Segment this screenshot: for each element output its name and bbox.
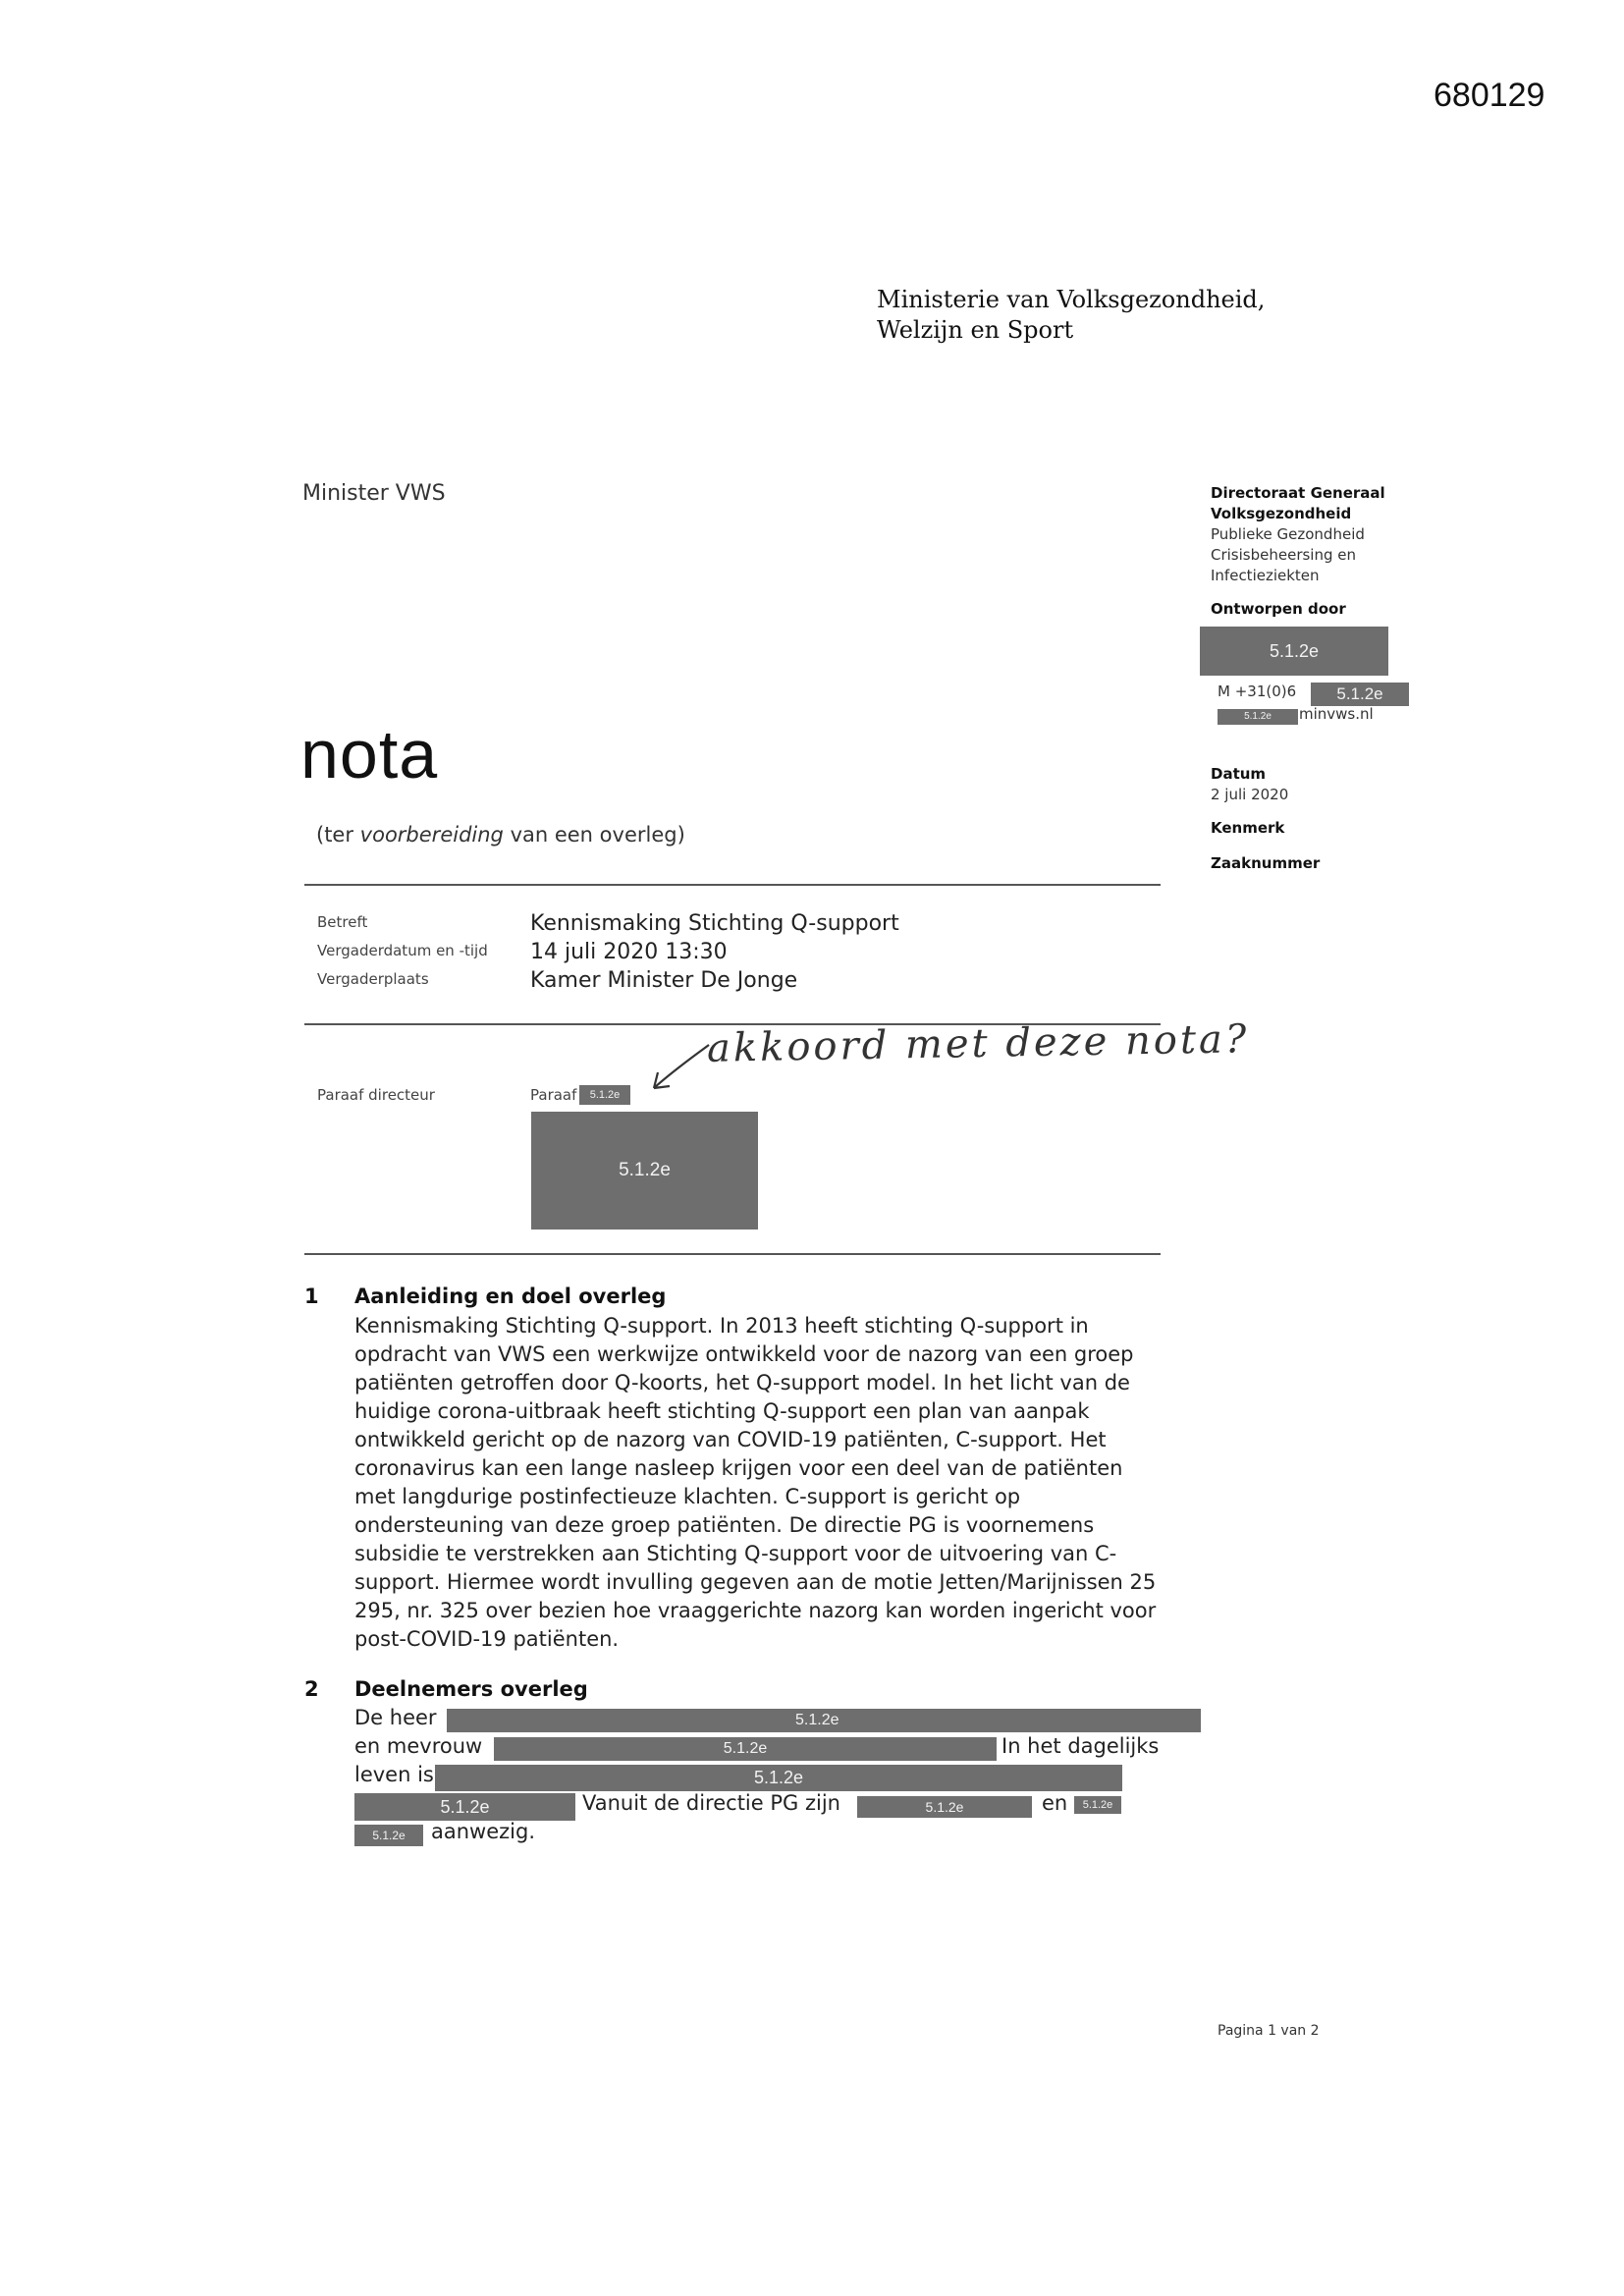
redaction-participant-7: 5.1.2e: [354, 1825, 423, 1846]
directorate-line-1: Directoraat Generaal: [1211, 484, 1385, 502]
section-1-body: [354, 1312, 1218, 1654]
section-2-title: Deelnemers overleg: [354, 1677, 588, 1701]
subtitle-prefix: (ter: [316, 823, 353, 847]
section-1-line: ondersteuning van deze groep patiënten. De directie PG is voornemens: [354, 1513, 1095, 1537]
section-1-line: huidige corona-uitbraak heeft stichting Q-support een plan van aanpak: [354, 1399, 1090, 1423]
section-1-line: Kennismaking Stichting Q-support. In 2013 heeft stichting Q-support in: [354, 1314, 1089, 1338]
document-number: 680129: [1434, 77, 1545, 114]
handwritten-note: akkoord met deze nota?: [706, 1016, 1250, 1071]
sidebar-date-block: [1211, 764, 1436, 874]
divider-top: [304, 884, 1161, 886]
department-line-3: Infectieziekten: [1211, 567, 1320, 584]
section-1-line: met langdurige postinfectieuze klachten. C-support is gericht op: [354, 1485, 1021, 1508]
redaction-participant-1: 5.1.2e: [447, 1709, 1201, 1732]
section-1-line: ontwikkeld gericht op de nazorg van COVID-19 patiënten, C-support. Het: [354, 1428, 1107, 1451]
participants-vanuit: Vanuit de directie PG zijn: [582, 1791, 840, 1815]
paraaf-director-label: Paraaf directeur: [317, 1086, 435, 1104]
redaction-participant-2: 5.1.2e: [494, 1737, 997, 1761]
section-1-line: post-COVID-19 patiënten.: [354, 1627, 620, 1651]
location-label: Vergaderplaats: [317, 970, 429, 988]
paraaf-inline-label: Paraaf: [530, 1086, 577, 1104]
section-1-line: coronavirus kan een lange nasleep krijgen voor een deel van de patiënten: [354, 1456, 1123, 1480]
section-1-number: 1: [304, 1285, 319, 1308]
redaction-participant-3: 5.1.2e: [435, 1765, 1122, 1791]
section-1-line: patiënten getroffen door Q-koorts, het Q-support model. In het licht van de: [354, 1371, 1130, 1394]
section-1-title: Aanleiding en doel overleg: [354, 1285, 667, 1308]
location-value: Kamer Minister De Jonge: [530, 968, 798, 993]
datetime-label: Vergaderdatum en -tijd: [317, 942, 488, 959]
date-label: Datum: [1211, 765, 1267, 783]
ministry-line-2: Welzijn en Sport: [877, 316, 1074, 344]
participants-en: en: [1042, 1791, 1068, 1815]
directorate-line-2: Volksgezondheid: [1211, 505, 1352, 522]
case-number-label: Zaaknummer: [1211, 854, 1321, 872]
department-line-1: Publieke Gezondheid: [1211, 525, 1365, 543]
participants-en-mevrouw: en mevrouw: [354, 1734, 483, 1758]
sidebar: [1211, 483, 1436, 620]
date-value: 2 juli 2020: [1211, 786, 1289, 803]
section-1-line: support. Hiermee wordt invulling gegeven aan de motie Jetten/Marijnissen 25: [354, 1570, 1157, 1594]
section-1-line: 295, nr. 325 over bezien hoe vraaggerichte nazorg kan worden ingericht voor: [354, 1599, 1157, 1622]
page-footer: Pagina 1 van 2: [1218, 2023, 1320, 2039]
subtitle-italic: voorbereiding: [359, 823, 504, 847]
participants-in-het-dagelijks: In het dagelijks: [1001, 1734, 1160, 1758]
subtitle-suffix: van een overleg): [510, 823, 685, 847]
ministry-letterhead: [877, 285, 1265, 346]
participants-leven-is: leven is: [354, 1763, 434, 1786]
designed-by-label: Ontworpen door: [1211, 600, 1346, 618]
section-1-line: subsidie te verstrekken aan Stichting Q-support voor de uitvoering van C-: [354, 1542, 1117, 1565]
page-subtitle: [316, 823, 685, 847]
redaction-email-user: 5.1.2e: [1218, 709, 1298, 725]
datetime-value: 14 juli 2020 13:30: [530, 940, 728, 964]
participants-de-heer: De heer: [354, 1706, 437, 1729]
department-line-2: Crisisbeheersing en: [1211, 546, 1357, 564]
page-title: nota: [300, 716, 439, 793]
subject-label: Betreft: [317, 913, 368, 931]
redaction-participant-5: 5.1.2e: [857, 1796, 1032, 1818]
redaction-participant-4: 5.1.2e: [354, 1793, 575, 1821]
section-2-number: 2: [304, 1677, 319, 1701]
redaction-participant-6: 5.1.2e: [1074, 1796, 1121, 1814]
redaction-signature: 5.1.2e: [531, 1112, 758, 1230]
redaction-phone: 5.1.2e: [1311, 683, 1409, 706]
redaction-paraaf-name: 5.1.2e: [579, 1085, 630, 1105]
subject-value: Kennismaking Stichting Q-support: [530, 911, 899, 936]
addressee: Minister VWS: [302, 481, 446, 506]
handwritten-arrow-icon: [644, 1039, 713, 1098]
divider-paraaf: [304, 1253, 1161, 1255]
redaction-designer: 5.1.2e: [1200, 627, 1388, 676]
phone-prefix: M +31(0)6: [1218, 683, 1297, 700]
reference-label: Kenmerk: [1211, 819, 1285, 837]
participants-aanwezig: aanwezig.: [431, 1820, 536, 1843]
section-1-line: opdracht van VWS een werkwijze ontwikkeld voor de nazorg van een groep: [354, 1342, 1134, 1366]
email-domain: minvws.nl: [1299, 705, 1374, 723]
ministry-line-1: Ministerie van Volksgezondheid,: [877, 286, 1266, 313]
